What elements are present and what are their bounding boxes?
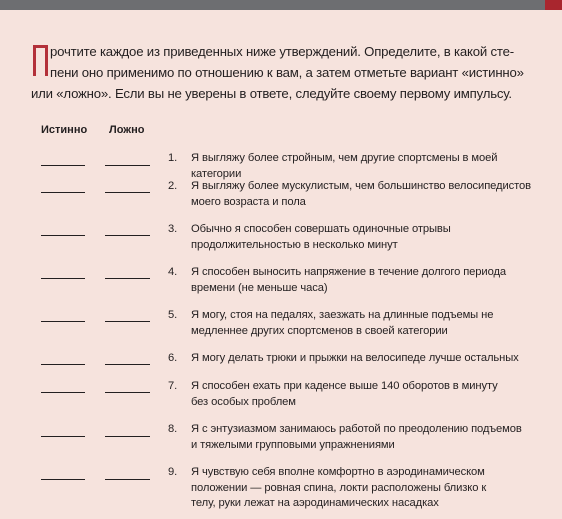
statement-2 [168,179,538,210]
answer-blank-true-6[interactable] [41,364,85,365]
statement-8 [168,422,538,453]
answer-blank-false-7[interactable] [105,392,150,393]
answer-blank-true-7[interactable] [41,392,85,393]
answer-blank-false-3[interactable] [105,235,150,236]
statement-number: 8. [168,423,178,435]
statement-7 [168,379,538,410]
answer-blank-true-1[interactable] [41,165,85,166]
top-bar-accent [545,0,562,10]
statement-number: 7. [168,380,178,392]
statement-text: Я выгляжу более стройным, чем другие спортсмены в моей категории [191,152,498,180]
statement-text: Я с энтузиазмом занимаюсь работой по преодолению подъемов и тяжелыми групповыми упражнениями [191,423,522,451]
statement-number: 1. [168,152,178,164]
answer-blank-false-2[interactable] [105,192,150,193]
answer-blank-false-6[interactable] [105,364,150,365]
answer-blank-false-5[interactable] [105,321,150,322]
answer-blank-true-8[interactable] [41,436,85,437]
statement-number: 3. [168,223,178,235]
statement-number: 6. [168,352,178,364]
statement-text: Я способен ехать при каденсе выше 140 оборотов в минуту без особых проблем [191,380,498,408]
answer-blank-true-9[interactable] [41,479,85,480]
statement-text: Обычно я способен совершать одиночные отрывы продолжительностью в несколько минут [191,223,451,251]
column-header-true: Истинно [41,124,88,136]
statement-9 [168,465,538,512]
statement-number: 5. [168,309,178,321]
statement-number: 9. [168,466,178,478]
answer-blank-true-3[interactable] [41,235,85,236]
statement-text: Я могу делать трюки и прыжки на велосипеде лучше остальных [191,352,519,364]
answer-blank-true-4[interactable] [41,278,85,279]
statement-text: Я могу, стоя на педалях, заезжать на длинные подъемы не медленнее других спортсменов в своей категории [191,309,494,337]
answer-blank-true-2[interactable] [41,192,85,193]
statement-number: 2. [168,180,178,192]
answer-blank-true-5[interactable] [41,321,85,322]
statement-text: Я выгляжу более мускулистым, чем большинство велосипедистов моего возраста и пола [191,180,531,208]
instructions-line-3: или «ложно». Если вы не уверены в ответе, следуйте своему первому импульсу. [31,86,512,101]
statement-number: 4. [168,266,178,278]
statement-3 [168,222,538,253]
instructions-line-1: рочтите каждое из приведенных ниже утверждений. Определите, в какой сте- [50,44,514,59]
answer-blank-false-8[interactable] [105,436,150,437]
statement-5 [168,308,538,339]
statement-6 [168,351,538,367]
statement-text: Я чувствую себя вполне комфортно в аэродинамическом положении — ровная спина, локти расположены близко к телу, руки лежат на аэродинамических насадках [191,466,487,509]
top-bar [0,0,562,10]
answer-blank-false-1[interactable] [105,165,150,166]
column-header-false: Ложно [109,124,145,136]
instructions-line-2: пени оно применимо по отношению к вам, а затем отметьте вариант «истинно» [50,65,524,80]
answer-blank-false-9[interactable] [105,479,150,480]
statement-1 [168,151,538,182]
instructions [31,41,541,104]
statement-text: Я способен выносить напряжение в течение долгого периода времени (не меньше часа) [191,266,506,294]
statement-4 [168,265,538,296]
answer-blank-false-4[interactable] [105,278,150,279]
